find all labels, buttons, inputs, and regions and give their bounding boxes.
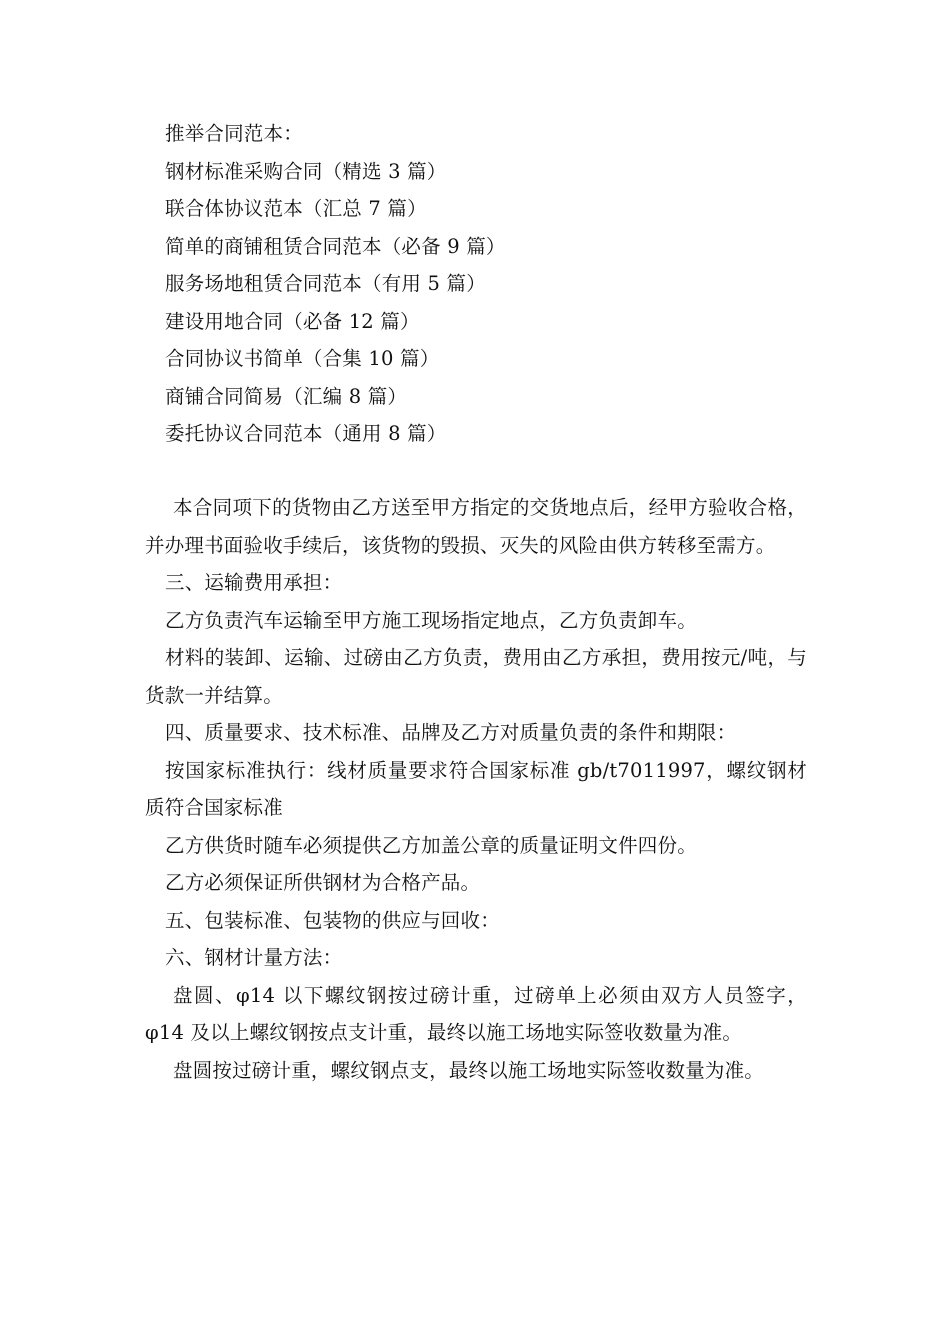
recommended-heading: 推举合同范本： — [165, 122, 303, 145]
quality-certificate-paragraph: 乙方供货时随车必须提供乙方加盖公章的质量证明文件四份。 — [165, 833, 697, 857]
recommended-item[interactable]: 委托协议合同范本（通用 8 篇） — [165, 422, 447, 445]
recommended-item[interactable]: 钢材标准采购合同（精选 3 篇） — [165, 159, 447, 183]
recommended-item[interactable]: 联合体协议范本（汇总 7 篇） — [165, 197, 427, 220]
contract-body — [145, 489, 807, 1089]
section-heading-packaging: 五、包装标准、包装物的供应与回收： — [165, 908, 500, 932]
section-heading-transport: 三、运输费用承担： — [165, 571, 343, 594]
section-heading-measurement: 六、钢材计量方法： — [165, 946, 343, 969]
section-heading-quality: 四、质量要求、技术标准、品牌及乙方对质量负责的条件和期限： — [165, 721, 737, 744]
qualified-product-paragraph: 乙方必须保证所供钢材为合格产品。 — [165, 871, 481, 894]
weighing-paragraph: 盘圆、φ14 以下螺纹钢按过磅计重，过磅单上必须由双方人员签字，φ14 及以上螺纹钢按点支计重，最终以施工场地实际签收数量为准。 — [145, 983, 807, 1044]
recommended-item[interactable]: 合同协议书简单（合集 10 篇） — [165, 347, 440, 370]
final-measurement-paragraph: 盘圆按过磅计重，螺纹钢点支，最终以施工场地实际签收数量为准。 — [173, 1058, 765, 1082]
national-standard-paragraph: 按国家标准执行：线材质量要求符合国家标准 gb/t7011997，螺纹钢材质符合国家标准 — [145, 758, 807, 819]
transport-paragraph: 乙方负责汽车运输至甲方施工现场指定地点，乙方负责卸车。 — [165, 608, 697, 632]
recommended-contracts-list — [145, 115, 807, 453]
recommended-item[interactable]: 服务场地租赁合同范本（有用 5 篇） — [165, 272, 486, 295]
recommended-item[interactable]: 简单的商铺租赁合同范本（必备 9 篇） — [165, 234, 506, 258]
handling-fee-paragraph: 材料的装卸、运输、过磅由乙方负责，费用由乙方承担，费用按元/吨，与货款一并结算。 — [145, 646, 807, 707]
recommended-item[interactable]: 建设用地合同（必备 12 篇） — [165, 309, 420, 333]
risk-transfer-paragraph: 本合同项下的货物由乙方送至甲方指定的交货地点后，经甲方验收合格，并办理书面验收手续后，该货物的毁损、灭失的风险由供方转移至需方。 — [145, 496, 807, 557]
recommended-item[interactable]: 商铺合同简易（汇编 8 篇） — [165, 384, 408, 408]
